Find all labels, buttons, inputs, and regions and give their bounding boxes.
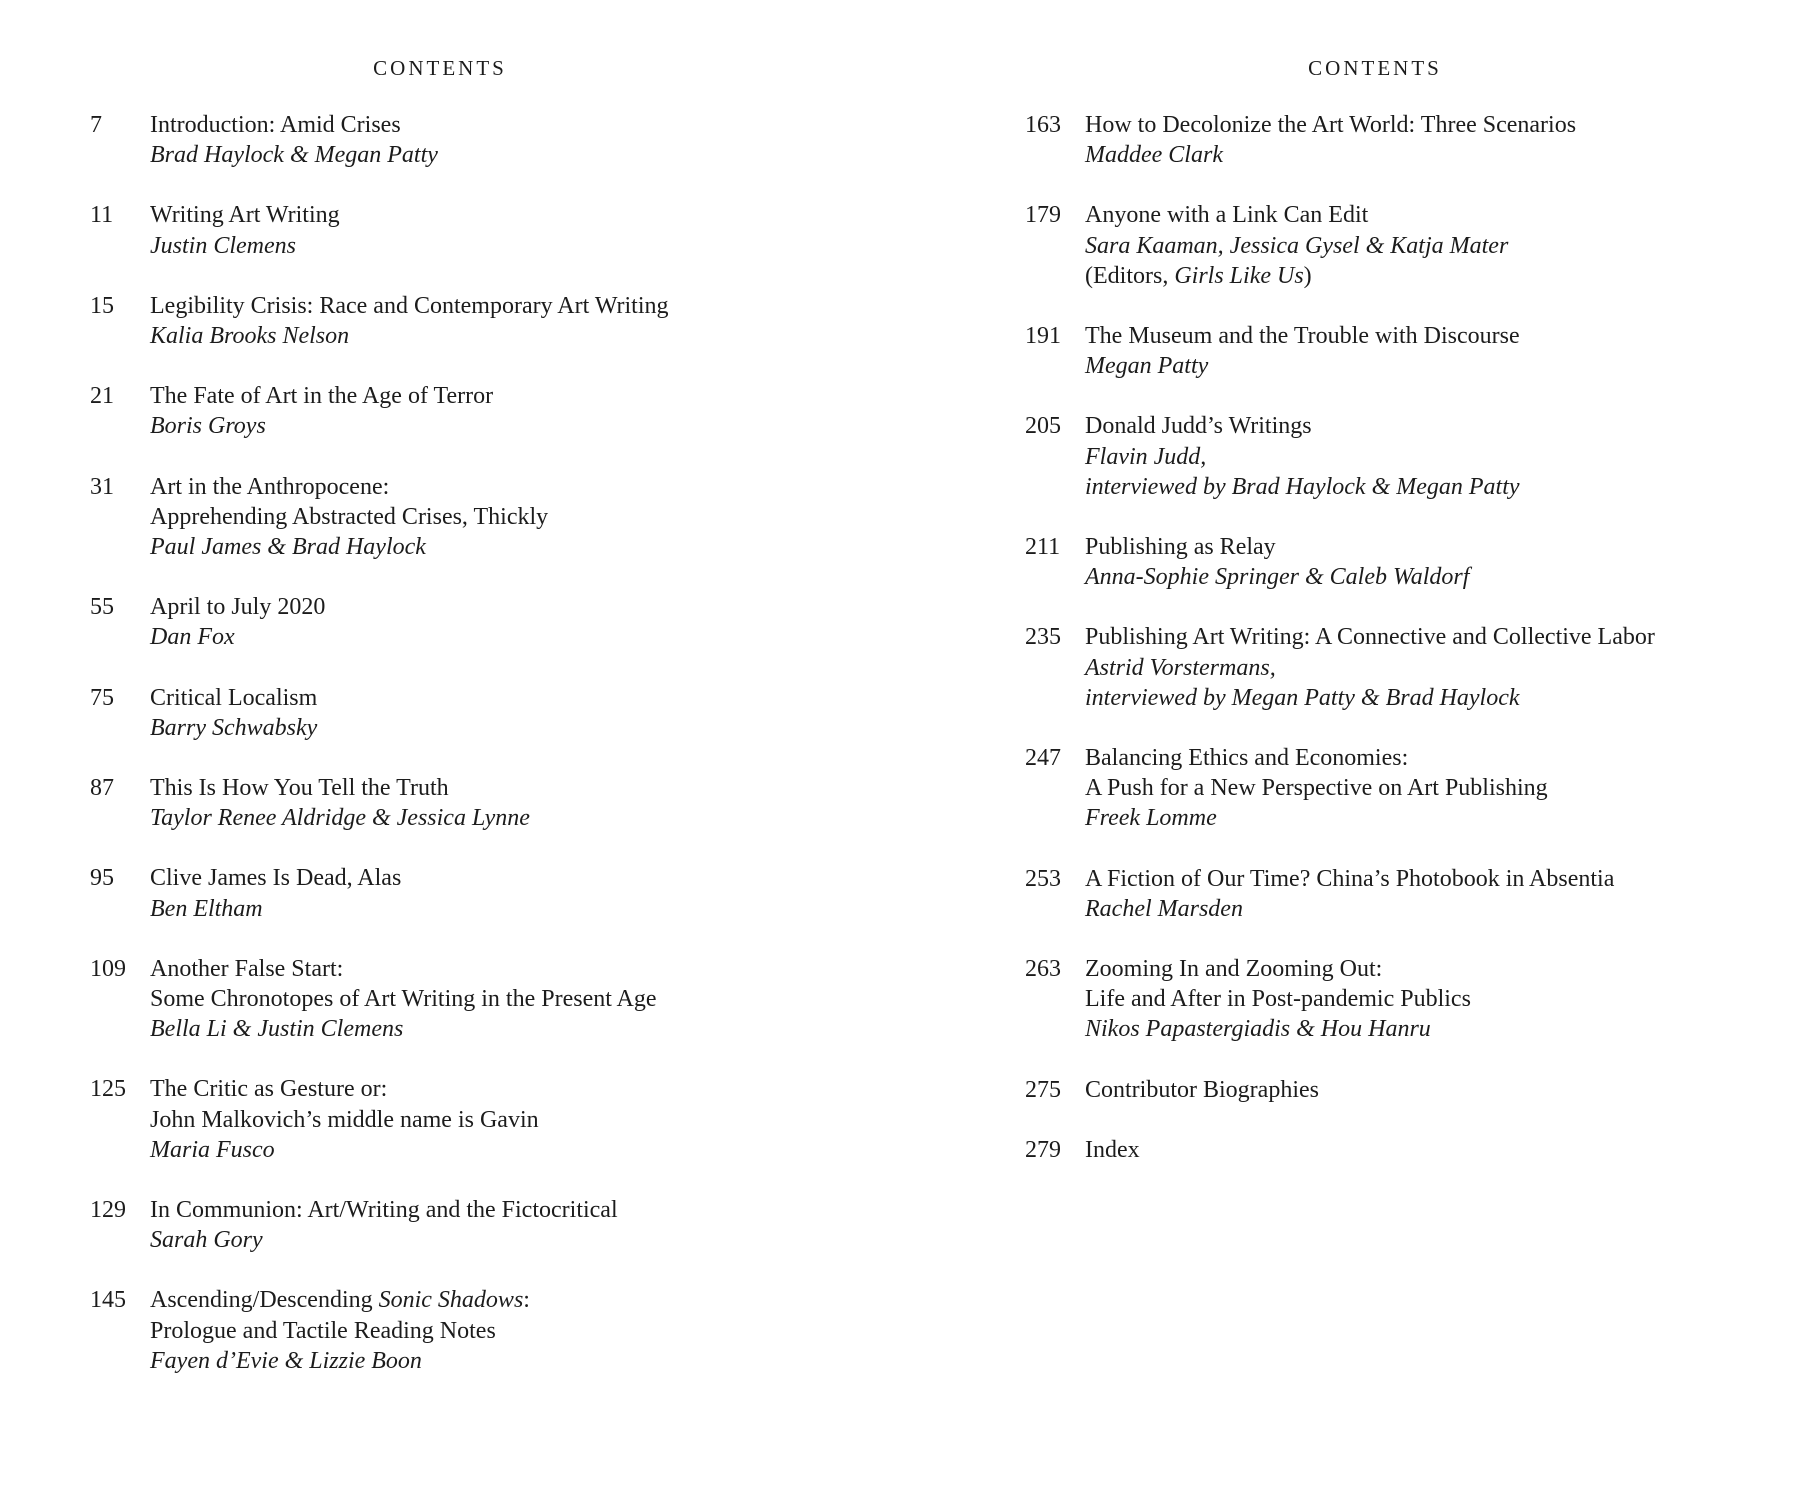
page-number: 179 [1025,202,1061,229]
entry-author: Bella Li & Justin Clemens [150,1016,404,1043]
editors-note-part: ) [1303,262,1312,289]
toc-entry [90,1285,850,1376]
page-number: 109 [90,955,126,982]
editors-note-italic-part: Girls Like Us [1174,262,1304,289]
toc-entry [1025,532,1770,592]
page-number: 75 [90,684,114,711]
toc-entry [90,291,850,351]
entry-title: Art in the Anthropocene: [150,473,390,500]
toc-entry [90,1195,850,1255]
toc-list [1025,110,1770,1195]
page-number: 275 [1025,1076,1061,1103]
entry-title-part: : [523,1287,530,1314]
toc-entry [90,773,850,833]
page-number: 279 [1025,1136,1061,1163]
toc-entry [90,110,850,170]
entry-title: Contributor Biographies [1085,1076,1319,1103]
entry-title: Publishing as Relay [1085,534,1276,561]
page-number: 7 [90,112,102,138]
entry-subtitle: Some Chronotopes of Art Writing in the Present Age [150,986,657,1013]
page-number: 31 [90,473,114,500]
entry-author: Dan Fox [150,624,235,651]
entry-title-part: Ascending/Descending [150,1287,379,1314]
page-number: 263 [1025,956,1061,983]
entry-subtitle: Prologue and Tactile Reading Notes [150,1317,496,1344]
page-heading: CONTENTS [373,56,507,80]
entry-author: Maddee Clark [1085,142,1223,169]
entry-title: Introduction: Amid Crises [150,112,401,138]
entry-author: Sarah Gory [150,1227,263,1254]
toc-entry [90,381,850,441]
entry-subtitle: Apprehending Abstracted Crises, Thickly [150,503,549,530]
page-number: 11 [90,202,114,229]
entry-author: Megan Patty [1085,353,1209,380]
entry-author: Fayen d’Evie & Lizzie Boon [150,1347,422,1374]
entry-title: The Museum and the Trouble with Discourse [1085,323,1520,350]
page-number: 253 [1025,865,1061,892]
entry-title: Another False Start: [150,955,344,982]
entry-editors-note [1085,261,1770,291]
toc-entry [90,592,850,652]
entry-title: This Is How You Tell the Truth [150,775,449,802]
entry-author: Nikos Papastergiadis & Hou Hanru [1085,1016,1431,1043]
entry-title: Writing Art Writing [150,202,340,229]
toc-entry [1025,622,1770,713]
page-number: 55 [90,594,114,621]
toc-entry [1025,1135,1770,1165]
page-number: 163 [1025,112,1061,138]
page-number: 235 [1025,624,1061,651]
entry-title: Publishing Art Writing: A Connective and Collective Labor [1085,624,1655,651]
editors-note-part: (Editors, [1085,262,1175,289]
page-number: 191 [1025,323,1061,350]
toc-entry [1025,864,1770,924]
entry-author: Barry Schwabsky [150,714,318,741]
entry-author: Brad Haylock & Megan Patty [150,142,438,169]
page-number: 125 [90,1076,126,1103]
toc-entry [1025,1075,1770,1105]
page-heading: CONTENTS [1308,56,1442,80]
entry-title: Anyone with a Link Can Edit [1085,202,1369,229]
entry-title: Donald Judd’s Writings [1085,413,1312,440]
entry-title: How to Decolonize the Art World: Three Scenarios [1085,112,1577,138]
page-number: 211 [1025,534,1061,561]
page-number: 145 [90,1287,126,1314]
toc-entry [1025,411,1770,502]
entry-author: Astrid Vorstermans, [1085,654,1276,681]
page-number: 87 [90,775,114,802]
entry-author: Ben Eltham [150,895,263,922]
toc-entry [90,683,850,743]
toc-entry [90,200,850,260]
entry-title: Legibility Crisis: Race and Contemporary Art Writing [150,292,669,319]
entry-author: Boris Groys [150,413,266,440]
entry-title-italic-part: Sonic Shadows [378,1287,524,1314]
entry-title: A Fiction of Our Time? China’s Photobook in Absentia [1085,865,1615,892]
page-number: 205 [1025,413,1061,440]
entry-author: Freek Lomme [1085,805,1217,832]
entry-author: Rachel Marsden [1085,895,1243,922]
entry-author: Kalia Brooks Nelson [150,323,350,350]
entry-title: Critical Localism [150,684,318,711]
entry-title: Clive James Is Dead, Alas [150,865,402,892]
entry-title: Zooming In and Zooming Out: [1085,956,1383,983]
toc-entry [1025,743,1770,834]
entry-author: Flavin Judd, [1085,443,1207,470]
toc-entry [1025,954,1770,1045]
entry-author: Justin Clemens [150,232,296,259]
page-number: 21 [90,383,114,410]
entry-subtitle: A Push for a New Perspective on Art Publishing [1085,775,1548,802]
page-number: 129 [90,1197,126,1224]
contents-page-left [90,0,850,1500]
entry-title: April to July 2020 [150,594,326,621]
page-number: 15 [90,292,114,319]
entry-author: Sara Kaaman, Jessica Gysel & Katja Mater [1085,232,1509,259]
toc-entry [90,472,850,563]
entry-subtitle: John Malkovich’s middle name is Gavin [150,1106,539,1133]
entry-title: Index [1085,1136,1140,1163]
entry-subtitle: Life and After in Post-pandemic Publics [1085,986,1471,1013]
toc-entry [1025,321,1770,381]
entry-author: Paul James & Brad Haylock [150,534,426,561]
entry-title: The Fate of Art in the Age of Terror [150,383,494,410]
entry-author: Taylor Renee Aldridge & Jessica Lynne [150,805,530,832]
entry-interview-credit: interviewed by Megan Patty & Brad Haylock [1085,684,1520,711]
entry-title: In Communion: Art/Writing and the Fictocritical [150,1197,618,1224]
toc-entry [1025,110,1770,170]
entry-author: Maria Fusco [150,1136,275,1163]
toc-entry [1025,200,1770,291]
toc-entry [90,1074,850,1165]
page-number: 95 [90,865,114,892]
contents-page-right [1025,0,1770,1500]
entry-title: The Critic as Gesture or: [150,1076,388,1103]
toc-list [90,110,850,1406]
entry-author: Anna-Sophie Springer & Caleb Waldorf [1085,564,1470,591]
toc-entry [90,954,850,1045]
entry-interview-credit: interviewed by Brad Haylock & Megan Patty [1085,473,1520,500]
entry-title: Balancing Ethics and Economies: [1085,745,1409,772]
toc-entry [90,863,850,923]
page-number: 247 [1025,745,1061,772]
entry-title [150,1285,850,1315]
